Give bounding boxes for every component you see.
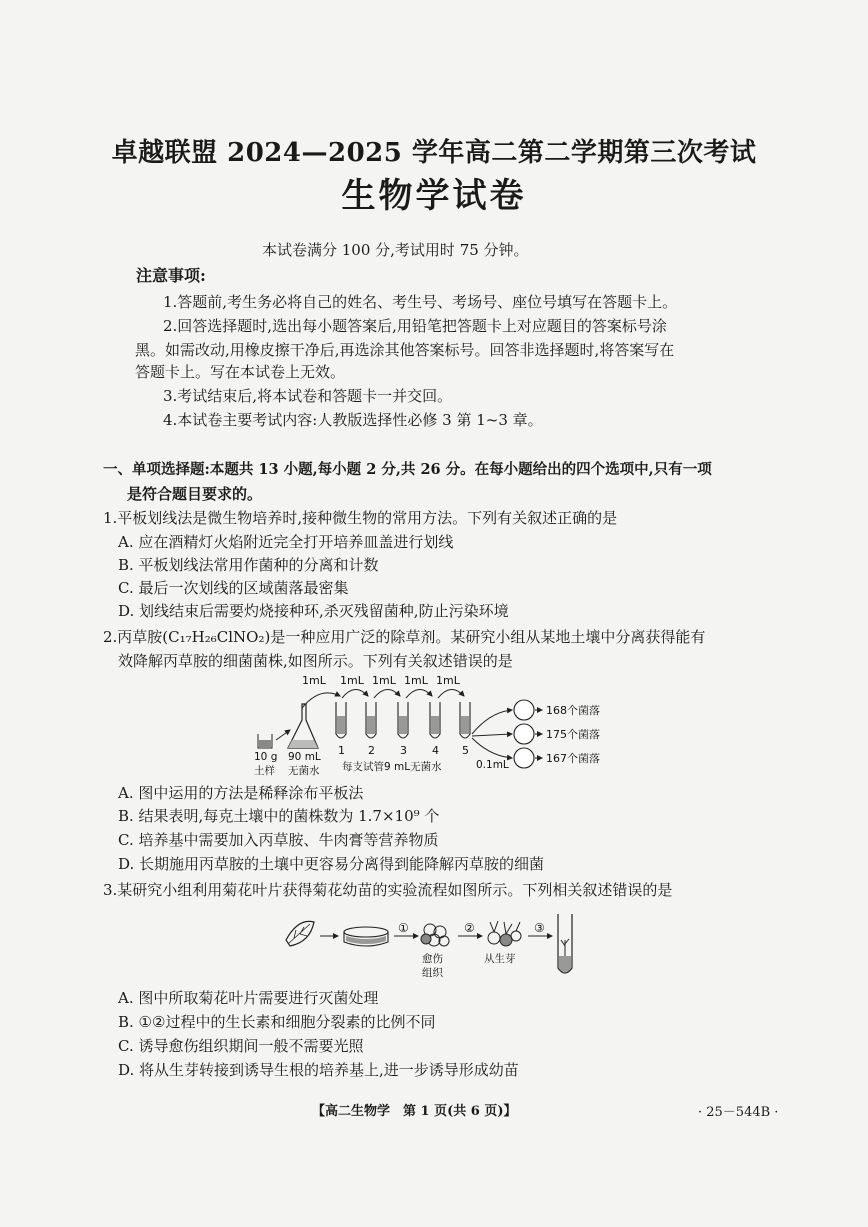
serial-dilution-figure bbox=[250, 668, 630, 780]
transfer-label: 1mL bbox=[404, 674, 428, 687]
tube-water-note: 每支试管9 mL无菌水 bbox=[342, 761, 442, 773]
exam-subject-title: 生物学试卷 bbox=[341, 176, 527, 216]
petri-plate bbox=[514, 700, 534, 720]
score-info: 本试卷满分 100 分,考试用时 75 分钟。 bbox=[262, 241, 529, 259]
tube-number: 1 bbox=[338, 744, 345, 757]
transfer-label: 1mL bbox=[302, 674, 326, 687]
plating-volume-label: 0.1mL bbox=[476, 759, 509, 771]
transfer-label: 1mL bbox=[372, 674, 396, 687]
question-2-option-b: B. 结果表明,每克土壤中的菌株数为 1.7×10⁹ 个 bbox=[118, 807, 440, 825]
notes-item-4: 4.本试卷主要考试内容:人教版选择性必修 3 第 1~3 章。 bbox=[163, 411, 543, 429]
soil-sample-label: 土样 bbox=[254, 765, 275, 777]
question-3-option-a: A. 图中所取菊花叶片需要进行灭菌处理 bbox=[118, 989, 379, 1007]
question-1-option-a: A. 应在酒精灯火焰附近完全打开培养皿盖进行划线 bbox=[118, 533, 454, 551]
colony-count: 175个菌落 bbox=[546, 728, 600, 741]
question-3-option-b: B. ①②过程中的生长素和细胞分裂素的比例不同 bbox=[118, 1013, 436, 1031]
flask-water-label: 无菌水 bbox=[288, 765, 320, 777]
callus-label: 愈伤 bbox=[422, 953, 443, 965]
tube-number: 5 bbox=[462, 744, 469, 757]
question-2-stem-line-2: 效降解丙草胺的细菌菌株,如图所示。下列有关叙述错误的是 bbox=[118, 652, 513, 670]
question-2-stem-line-1: 2.丙草胺(C₁₇H₂₆ClNO₂)是一种应用广泛的除草剂。某研究小组从某地土壤中分离获得能有 bbox=[103, 628, 706, 646]
question-2-option-c: C. 培养基中需要加入丙草胺、牛肉膏等营养物质 bbox=[118, 831, 439, 849]
exam-title: 卓越联盟 2024—2025 学年高二第二学期第三次考试 bbox=[111, 138, 757, 168]
section-1-heading-cont: 是符合题目要求的。 bbox=[127, 485, 263, 503]
notes-item-2-line-1: 2.回答选择题时,选出每小题答案后,用铅笔把答题卡上对应题目的答案标号涂 bbox=[163, 317, 667, 335]
question-3-option-d: D. 将从生芽转接到诱导生根的培养基上,进一步诱导形成幼苗 bbox=[118, 1061, 519, 1079]
notes-item-3: 3.考试结束后,将本试卷和答题卡一并交回。 bbox=[163, 387, 453, 405]
soil-sample-beaker bbox=[258, 734, 272, 748]
shoots-label: 从生芽 bbox=[484, 953, 516, 965]
question-1-stem: 1.平板划线法是微生物培养时,接种微生物的常用方法。下列有关叙述正确的是 bbox=[103, 509, 618, 527]
flask-volume-label: 90 mL bbox=[288, 751, 321, 763]
soil-mass-label: 10 g bbox=[254, 751, 278, 763]
exam-code: · 25－544B · bbox=[698, 1105, 779, 1120]
transfer-label: 1mL bbox=[340, 674, 364, 687]
petri-plate bbox=[514, 724, 534, 744]
leaf-icon bbox=[286, 921, 314, 946]
section-1-heading: 一、单项选择题:本题共 13 小题,每小题 2 分,共 26 分。在每小题给出的四个选项中,只有一项 bbox=[103, 461, 712, 478]
notes-heading: 注意事项: bbox=[136, 266, 206, 285]
petri-plate bbox=[514, 748, 534, 768]
tube-number: 4 bbox=[432, 744, 439, 757]
question-2-option-d: D. 长期施用丙草胺的土壤中更容易分离得到能降解丙草胺的细菌 bbox=[118, 855, 545, 873]
culture-tube-icon bbox=[558, 914, 572, 973]
step-1-label: ① bbox=[398, 921, 409, 935]
callus-icon bbox=[421, 924, 449, 946]
question-1-option-b: B. 平板划线法常用作菌种的分离和计数 bbox=[118, 556, 379, 574]
transfer-label: 1mL bbox=[436, 674, 460, 687]
flask-icon bbox=[276, 704, 318, 748]
question-3-stem: 3.某研究小组利用菊花叶片获得菊花幼苗的实验流程如图所示。下列相关叙述错误的是 bbox=[103, 881, 673, 899]
question-1-option-c: C. 最后一次划线的区域菌落最密集 bbox=[118, 579, 349, 597]
page-footer: 【高二生物学 第 1 页(共 6 页)】 bbox=[312, 1104, 517, 1119]
petri-dish-icon bbox=[344, 927, 388, 946]
notes-item-1: 1.答题前,考生务必将自己的姓名、考生号、考场号、座位号填写在答题卡上。 bbox=[163, 293, 678, 311]
question-2-option-a: A. 图中运用的方法是稀释涂布平板法 bbox=[118, 784, 364, 802]
notes-item-2-line-2: 黑。如需改动,用橡皮擦干净后,再选涂其他答案标号。回答非选择题时,将答案写在 bbox=[135, 341, 675, 359]
callus-label-cont: 组织 bbox=[422, 967, 443, 979]
notes-item-2-line-3: 答题卡上。写在本试卷上无效。 bbox=[135, 363, 346, 381]
tube-number: 2 bbox=[368, 744, 375, 757]
step-2-label: ② bbox=[464, 921, 475, 935]
step-3-label: ③ bbox=[534, 921, 545, 935]
colony-count: 167个菌落 bbox=[546, 752, 600, 765]
question-1-option-d: D. 划线结束后需要灼烧接种环,杀灭残留菌种,防止污染环境 bbox=[118, 602, 509, 620]
colony-count: 168个菌落 bbox=[546, 704, 600, 717]
tube-number: 3 bbox=[400, 744, 407, 757]
tissue-culture-figure bbox=[280, 912, 590, 980]
question-3-option-c: C. 诱导愈伤组织期间一般不需要光照 bbox=[118, 1037, 364, 1055]
shoots-icon bbox=[488, 921, 521, 946]
